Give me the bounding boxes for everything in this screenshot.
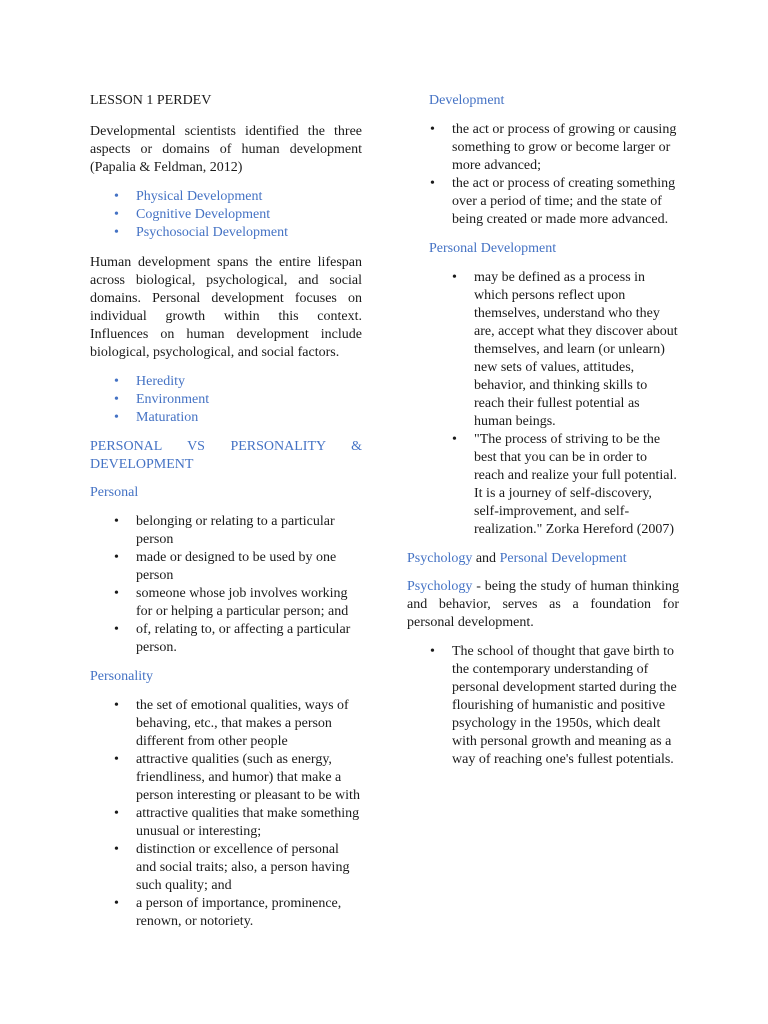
- personal-development-list: [474, 269, 679, 539]
- list-item: • The school of thought that gave birth to the contemporary understanding of personal development started during the flourishing of humanistic and positive psychology in the 1950s, which dealt with personal growth and meaning as a way of reaching one's fullest potentials.: [452, 643, 679, 769]
- psychology-definition-text: - being the study of human thinking and behavior, serves as a foundation for personal development.: [407, 579, 679, 630]
- lifespan-paragraph: Human development spans the entire lifespan across biological, psychological, and social domains. Personal development focuses on individual growth within this context. Influences on human development include biological, psychological, and social factors.: [90, 255, 362, 360]
- development-heading: Development: [429, 93, 505, 108]
- list-item: • a person of importance, prominence, renown, or notoriety.: [136, 895, 362, 931]
- lesson-title: LESSON 1 PERDEV: [90, 93, 212, 108]
- list-item: • the act or process of growing or causing something to grow or become larger or more advanced;: [452, 121, 679, 175]
- list-item: • Physical Development: [136, 188, 362, 206]
- left-column: [90, 92, 362, 931]
- list-item: • "The process of striving to be the best that you can be in order to reach and realize your full potential. It is a journey of self-discovery, self-improvement, and self-realization." Zorka Hereford (2007): [474, 431, 679, 539]
- development-list: [452, 121, 679, 229]
- list-item: • distinction or excellence of personal and social traits; also, a person having such quality; and: [136, 841, 362, 895]
- list-item: • belonging or relating to a particular person: [136, 513, 362, 549]
- list-item: • of, relating to, or affecting a particular person.: [136, 621, 362, 657]
- psychology-definition: [407, 578, 679, 632]
- psychology-term: Psychology: [407, 579, 473, 594]
- list-item: • attractive qualities that make something unusual or interesting;: [136, 805, 362, 841]
- personal-development-heading: Personal Development: [429, 241, 557, 256]
- psychology-heading-subject: Personal Development: [499, 551, 627, 566]
- influences-list: [136, 373, 362, 427]
- right-column: [407, 92, 679, 769]
- intro-paragraph: Developmental scientists identified the three aspects or domains of human development (Papalia & Feldman, 2012): [90, 124, 362, 175]
- list-item: • Environment: [136, 391, 362, 409]
- domains-list: [136, 188, 362, 242]
- list-item: • the act or process of creating something over a period of time; and the state of being created or made more advanced.: [452, 175, 679, 229]
- list-item: • attractive qualities (such as energy, friendliness, and humor) that make a person interesting or pleasant to be with: [136, 751, 362, 805]
- psychology-list: [452, 643, 679, 769]
- list-item: • someone whose job involves working for or helping a particular person; and: [136, 585, 362, 621]
- list-item: • Psychosocial Development: [136, 224, 362, 242]
- list-item: • may be defined as a process in which persons reflect upon themselves, understand who they are, accept what they discover about themselves, and learn (or unlearn) new sets of values, attitudes, behavior, and thinking skills to reach their fullest potential as human beings.: [474, 269, 679, 431]
- psychology-heading: [407, 550, 679, 568]
- list-item: • Maturation: [136, 409, 362, 427]
- list-item: • the set of emotional qualities, ways of behaving, etc., that makes a person different from other people: [136, 697, 362, 751]
- personal-heading: Personal: [90, 485, 139, 500]
- psychology-heading-term: Psychology: [407, 551, 473, 566]
- personality-list: [136, 697, 362, 931]
- list-item: • Cognitive Development: [136, 206, 362, 224]
- list-item: • made or designed to be used by one person: [136, 549, 362, 585]
- psychology-heading-and: and: [475, 551, 497, 566]
- personal-list: [136, 513, 362, 657]
- personal-vs-heading: PERSONAL VS PERSONALITY & DEVELOPMENT: [90, 439, 362, 472]
- list-item: • Heredity: [136, 373, 362, 391]
- personality-heading: Personality: [90, 669, 153, 684]
